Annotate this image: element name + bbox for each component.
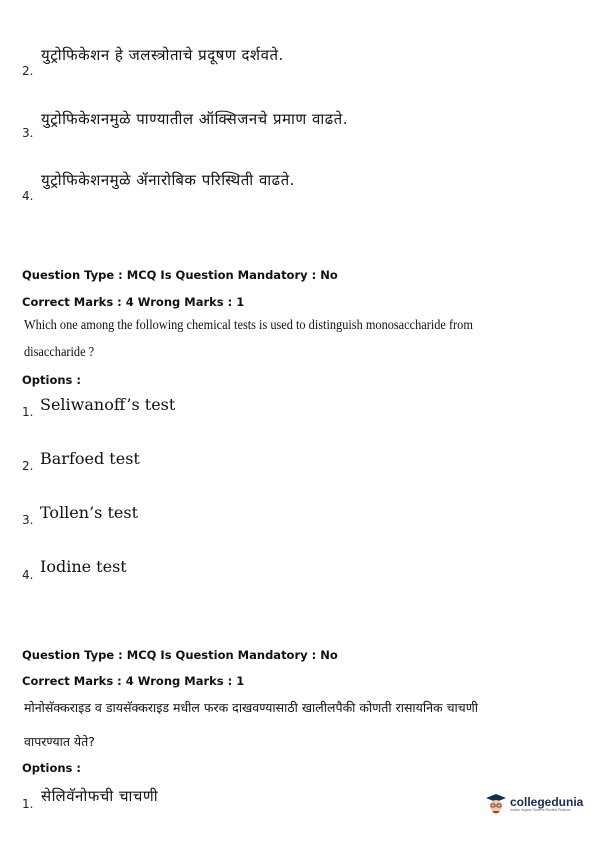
logo-tagline: India's largest Student Review Platform: [510, 807, 571, 812]
question-text: disaccharide ?: [24, 345, 95, 360]
option-number: 2.: [22, 459, 34, 473]
option-text: युट्रोफिकेशन हे जलस्त्रोताचे प्रदूषण दर्शवते.: [41, 46, 284, 64]
option-number: 2.: [22, 64, 34, 78]
option-text: सेलिवॅनोफची चाचणी: [41, 787, 159, 805]
options-label: Options :: [22, 761, 81, 775]
graduate-mascot-icon: [484, 792, 508, 816]
option-number: 1.: [22, 405, 34, 419]
option-text: Iodine test: [40, 557, 127, 576]
logo-wordmark: collegedunia: [510, 794, 584, 809]
option-text: Seliwanoff’s test: [40, 395, 176, 414]
option-number: 4.: [22, 189, 34, 203]
question-marks-meta: Correct Marks : 4 Wrong Marks : 1: [22, 295, 245, 309]
option-number: 3.: [22, 126, 34, 140]
option-text: युट्रोफिकेशनमुळे पाण्यातील ऑक्सिजनचे प्रमाण वाढते.: [41, 110, 348, 128]
option-number: 4.: [22, 568, 34, 582]
question-type-meta: Question Type : MCQ Is Question Mandatory : No: [22, 268, 338, 282]
question-text: Which one among the following chemical tests is used to distinguish monosaccharide from: [24, 318, 473, 333]
option-text: युट्रोफिकेशनमुळे ॲनारोबिक परिस्थिती वाढते.: [41, 171, 295, 189]
option-text: Tollen’s test: [40, 503, 138, 522]
question-text: वापरण्यात येते?: [24, 734, 95, 749]
question-marks-meta: Correct Marks : 4 Wrong Marks : 1: [22, 674, 245, 688]
question-text: मोनोसॅक्कराइड व डायसॅक्कराइड मधील फरक दाखवण्यासाठी खालीलपैकी कोणती रासायनिक चाचणी: [24, 700, 479, 715]
question-type-meta: Question Type : MCQ Is Question Mandatory : No: [22, 648, 338, 662]
option-text: Barfoed test: [40, 449, 140, 468]
collegedunia-logo: [484, 792, 583, 816]
options-label: Options :: [22, 373, 81, 387]
option-number: 3.: [22, 513, 34, 527]
option-number: 1.: [22, 797, 34, 811]
